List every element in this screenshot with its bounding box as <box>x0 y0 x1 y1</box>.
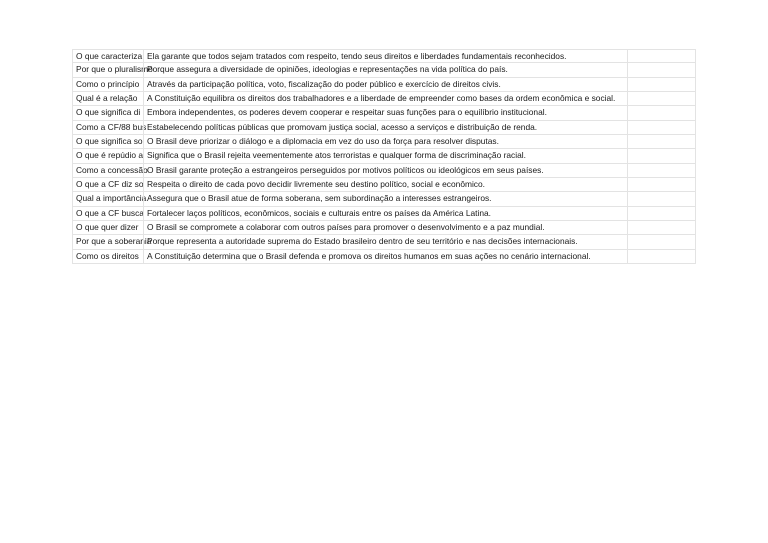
spreadsheet-grid <box>72 49 696 264</box>
empty-cell-divider <box>627 164 628 177</box>
table-row <box>72 106 696 120</box>
answer-cell[interactable]: O Brasil garante proteção a estrangeiros perseguidos por motivos políticos ou ideológicos em seus países. <box>143 164 627 177</box>
table-row <box>72 121 696 135</box>
empty-cell-divider <box>627 192 628 205</box>
question-cell[interactable]: Como a CF/88 bus <box>72 121 143 134</box>
empty-cell-divider <box>627 63 628 76</box>
question-cell[interactable]: Qual a importância <box>72 192 143 205</box>
answer-cell[interactable]: Fortalecer laços políticos, econômicos, sociais e culturais entre os países da América Latina. <box>143 207 627 220</box>
empty-cell-divider <box>695 78 696 91</box>
empty-cell-divider <box>627 106 628 119</box>
answer-cell[interactable]: Porque assegura a diversidade de opiniões, ideologias e representações na vida política do país. <box>143 63 627 76</box>
empty-cell-divider <box>627 149 628 162</box>
empty-cell-divider <box>627 50 628 62</box>
table-row <box>72 164 696 178</box>
table-row <box>72 92 696 106</box>
empty-cell-divider <box>695 207 696 220</box>
table-row <box>72 235 696 249</box>
empty-cell-divider <box>695 92 696 105</box>
table-row <box>72 221 696 235</box>
empty-cell-divider <box>695 250 696 263</box>
question-cell[interactable]: O que significa so <box>72 135 143 148</box>
answer-cell[interactable]: Estabelecendo políticas públicas que promovam justiça social, acesso a serviços e distribuição de renda. <box>143 121 627 134</box>
answer-cell[interactable]: O Brasil deve priorizar o diálogo e a diplomacia em vez do uso da força para resolver disputas. <box>143 135 627 148</box>
table-row <box>72 207 696 221</box>
answer-cell[interactable]: Ela garante que todos sejam tratados com respeito, tendo seus direitos e liberdades fundamentais reconhecidos. <box>143 50 627 62</box>
empty-cell-divider <box>627 221 628 234</box>
answer-cell[interactable]: Embora independentes, os poderes devem cooperar e respeitar suas funções para o equilíbrio institucional. <box>143 106 627 119</box>
table-row <box>72 49 696 63</box>
question-cell[interactable]: Por que a soberania <box>72 235 143 248</box>
table-row <box>72 135 696 149</box>
empty-cell-divider <box>695 121 696 134</box>
question-cell[interactable]: Qual é a relação <box>72 92 143 105</box>
question-cell[interactable]: O que é repúdio a <box>72 149 143 162</box>
empty-cell-divider <box>695 50 696 62</box>
empty-cell-divider <box>695 149 696 162</box>
question-cell[interactable]: Como a concessão <box>72 164 143 177</box>
question-cell[interactable]: Como o princípio <box>72 78 143 91</box>
table-row <box>72 63 696 77</box>
empty-cell-divider <box>695 106 696 119</box>
table-row <box>72 192 696 206</box>
empty-cell-divider <box>627 250 628 263</box>
empty-cell-divider <box>627 78 628 91</box>
empty-cell-divider <box>695 192 696 205</box>
answer-cell[interactable]: Assegura que o Brasil atue de forma soberana, sem subordinação a interesses estrangeiros. <box>143 192 627 205</box>
empty-cell-divider <box>695 63 696 76</box>
empty-cell-divider <box>627 178 628 191</box>
question-cell[interactable]: O que quer dizer <box>72 221 143 234</box>
empty-cell-divider <box>695 135 696 148</box>
empty-cell-divider <box>695 178 696 191</box>
answer-cell[interactable]: O Brasil se compromete a colaborar com outros países para promover o desenvolvimento e a paz mundial. <box>143 221 627 234</box>
empty-cell-divider <box>695 221 696 234</box>
question-cell[interactable]: O que a CF busca <box>72 207 143 220</box>
empty-cell-divider <box>627 92 628 105</box>
question-cell[interactable]: O que significa di <box>72 106 143 119</box>
answer-cell[interactable]: A Constituição determina que o Brasil defenda e promova os direitos humanos em suas ações no cenário internacional. <box>143 250 627 263</box>
question-cell[interactable]: O que caracteriza <box>72 50 143 62</box>
empty-cell-divider <box>695 235 696 248</box>
question-cell[interactable]: Por que o pluralismo <box>72 63 143 76</box>
question-cell[interactable]: O que a CF diz so <box>72 178 143 191</box>
answer-cell[interactable]: Respeita o direito de cada povo decidir livremente seu destino político, social e econômico. <box>143 178 627 191</box>
empty-cell-divider <box>695 164 696 177</box>
empty-cell-divider <box>627 207 628 220</box>
table-row <box>72 178 696 192</box>
answer-cell[interactable]: A Constituição equilibra os direitos dos trabalhadores e a liberdade de empreender como bases da ordem econômica e social. <box>143 92 627 105</box>
empty-cell-divider <box>627 121 628 134</box>
answer-cell[interactable]: Porque representa a autoridade suprema do Estado brasileiro dentro de seu território e nas decisões internacionais. <box>143 235 627 248</box>
table-row <box>72 149 696 163</box>
question-cell[interactable]: Como os direitos <box>72 250 143 263</box>
answer-cell[interactable]: Significa que o Brasil rejeita veementemente atos terroristas e qualquer forma de discriminação racial. <box>143 149 627 162</box>
empty-cell-divider <box>627 235 628 248</box>
answer-cell[interactable]: Através da participação política, voto, fiscalização do poder público e exercício de direitos civis. <box>143 78 627 91</box>
table-row <box>72 250 696 264</box>
table-row <box>72 78 696 92</box>
empty-cell-divider <box>627 135 628 148</box>
